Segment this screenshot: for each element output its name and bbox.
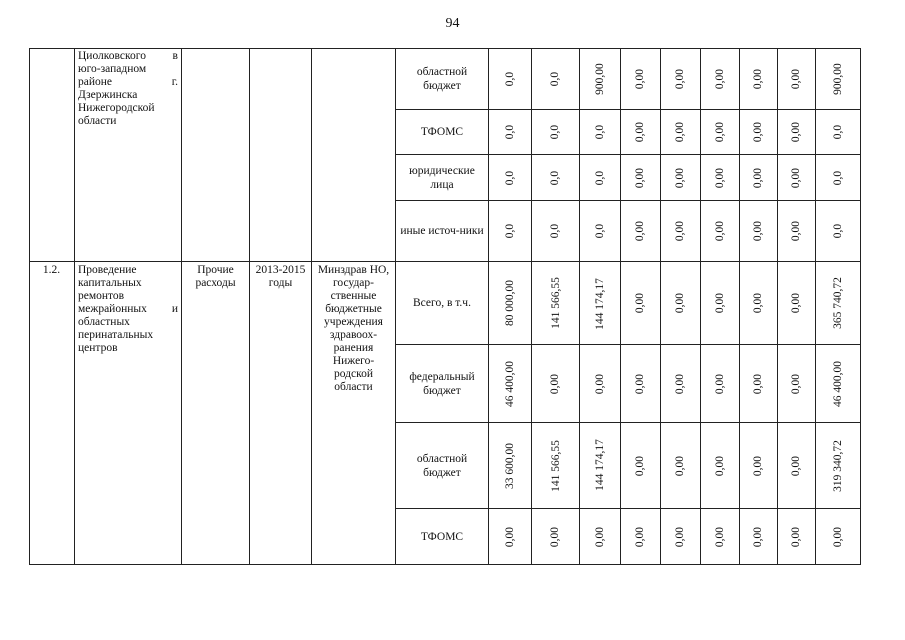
block1-value-cell: 0,00 — [701, 110, 740, 155]
block2-value-cell: 0,00 — [661, 345, 701, 423]
block1-value-cell: 0,00 — [701, 48, 740, 110]
block1-value-cell: 0,0 — [532, 155, 580, 201]
block1-value-cell: 0,00 — [778, 48, 816, 110]
block2-source-1: федеральный бюджет — [396, 345, 489, 423]
block1-num-cell — [29, 48, 75, 262]
block1-value-cell: 0,00 — [778, 110, 816, 155]
block1-value-cell: 0,00 — [778, 155, 816, 201]
block1-value-cell: 0,00 — [661, 155, 701, 201]
block1-value-cell: 0,0 — [532, 110, 580, 155]
block1-period-cell — [250, 48, 312, 262]
block2-source-0: Всего, в т.ч. — [396, 262, 489, 345]
block1-value-cell: 0,0 — [580, 110, 621, 155]
block2-num-cell: 1.2. — [29, 262, 75, 565]
block2-value-cell: 80 000,00 — [489, 262, 532, 345]
block1-value-cell: 0,00 — [740, 201, 778, 262]
block1-value-cell: 0,00 — [701, 155, 740, 201]
block2-value-cell: 0,00 — [621, 509, 661, 565]
block1-source-1: ТФОМС — [396, 110, 489, 155]
block1-value-cell: 900,00 — [580, 48, 621, 110]
block2-value-cell: 0,00 — [816, 509, 861, 565]
block1-value-cell: 0,00 — [701, 201, 740, 262]
block1-value-cell: 0,0 — [580, 155, 621, 201]
block1-source-0: областной бюджет — [396, 48, 489, 110]
block2-source-2: областной бюджет — [396, 423, 489, 509]
block1-value-cell: 0,00 — [740, 110, 778, 155]
block2-value-cell: 0,00 — [701, 509, 740, 565]
block2-value-cell: 0,00 — [740, 423, 778, 509]
block2-value-cell: 0,00 — [701, 262, 740, 345]
block1-value-cell: 0,00 — [621, 48, 661, 110]
block2-value-cell: 0,00 — [778, 262, 816, 345]
block2-value-cell: 33 600,00 — [489, 423, 532, 509]
block2-value-cell: 0,00 — [740, 262, 778, 345]
block2-value-cell: 141 566,55 — [532, 262, 580, 345]
block2-name-cell: Проведение капитальных ремонтов межрайонных и областных перинатальных центров — [75, 262, 182, 565]
block2-value-cell: 0,00 — [532, 509, 580, 565]
block2-value-cell: 0,00 — [778, 345, 816, 423]
block1-value-cell: 0,00 — [621, 201, 661, 262]
block2-source-3: ТФОМС — [396, 509, 489, 565]
block2-executor-cell: Минздрав НО, государ-ственные бюджетные учреждения здравоох-ранения Нижего-родской области — [312, 262, 396, 565]
block2-value-cell: 144 174,17 — [580, 262, 621, 345]
block1-value-cell: 0,0 — [816, 155, 861, 201]
block2-expense-cell: Прочие расходы — [182, 262, 250, 565]
block1-value-cell: 0,0 — [489, 48, 532, 110]
block2-value-cell: 0,00 — [621, 345, 661, 423]
block2-value-cell: 144 174,17 — [580, 423, 621, 509]
block1-value-cell: 0,0 — [532, 48, 580, 110]
block1-value-cell: 0,00 — [661, 48, 701, 110]
block1-value-cell: 0,00 — [661, 110, 701, 155]
block1-value-cell: 0,00 — [740, 48, 778, 110]
block2-value-cell: 0,00 — [621, 423, 661, 509]
block2-value-cell: 0,00 — [661, 509, 701, 565]
block2-value-cell: 319 340,72 — [816, 423, 861, 509]
block2-value-cell: 46 400,00 — [489, 345, 532, 423]
block1-value-cell: 0,0 — [580, 201, 621, 262]
page-number: 94 — [445, 16, 460, 31]
block2-value-cell: 0,00 — [701, 345, 740, 423]
block1-value-cell: 0,00 — [621, 155, 661, 201]
block1-value-cell: 0,00 — [740, 155, 778, 201]
block1-expense-cell — [182, 48, 250, 262]
block2-value-cell: 0,00 — [740, 509, 778, 565]
block2-value-cell: 0,00 — [489, 509, 532, 565]
block2-value-cell: 0,00 — [661, 262, 701, 345]
block1-value-cell: 0,0 — [816, 201, 861, 262]
block2-period-cell: 2013-2015 годы — [250, 262, 312, 565]
block1-value-cell: 0,0 — [489, 201, 532, 262]
block2-value-cell: 0,00 — [778, 423, 816, 509]
block2-value-cell: 0,00 — [580, 345, 621, 423]
block1-value-cell: 0,0 — [489, 155, 532, 201]
block2-value-cell: 46 400,00 — [816, 345, 861, 423]
block2-value-cell: 0,00 — [701, 423, 740, 509]
block2-value-cell: 0,00 — [580, 509, 621, 565]
block2-value-cell: 0,00 — [661, 423, 701, 509]
block1-name-cell: Циолковского в юго-западном районе г. Дзержинска Нижегородской области — [75, 48, 182, 262]
block1-value-cell: 0,0 — [489, 110, 532, 155]
block1-value-cell: 0,0 — [532, 201, 580, 262]
block1-value-cell: 0,00 — [778, 201, 816, 262]
block1-executor-cell — [312, 48, 396, 262]
block2-value-cell: 141 566,55 — [532, 423, 580, 509]
block1-value-cell: 0,00 — [621, 110, 661, 155]
block1-value-cell: 0,00 — [661, 201, 701, 262]
block2-value-cell: 0,00 — [778, 509, 816, 565]
block2-value-cell: 365 740,72 — [816, 262, 861, 345]
block2-value-cell: 0,00 — [621, 262, 661, 345]
block1-value-cell: 900,00 — [816, 48, 861, 110]
block1-value-cell: 0,0 — [816, 110, 861, 155]
block2-value-cell: 0,00 — [740, 345, 778, 423]
block1-source-2: юридические лица — [396, 155, 489, 201]
block1-source-3: иные источ-ники — [396, 201, 489, 262]
block2-value-cell: 0,00 — [532, 345, 580, 423]
